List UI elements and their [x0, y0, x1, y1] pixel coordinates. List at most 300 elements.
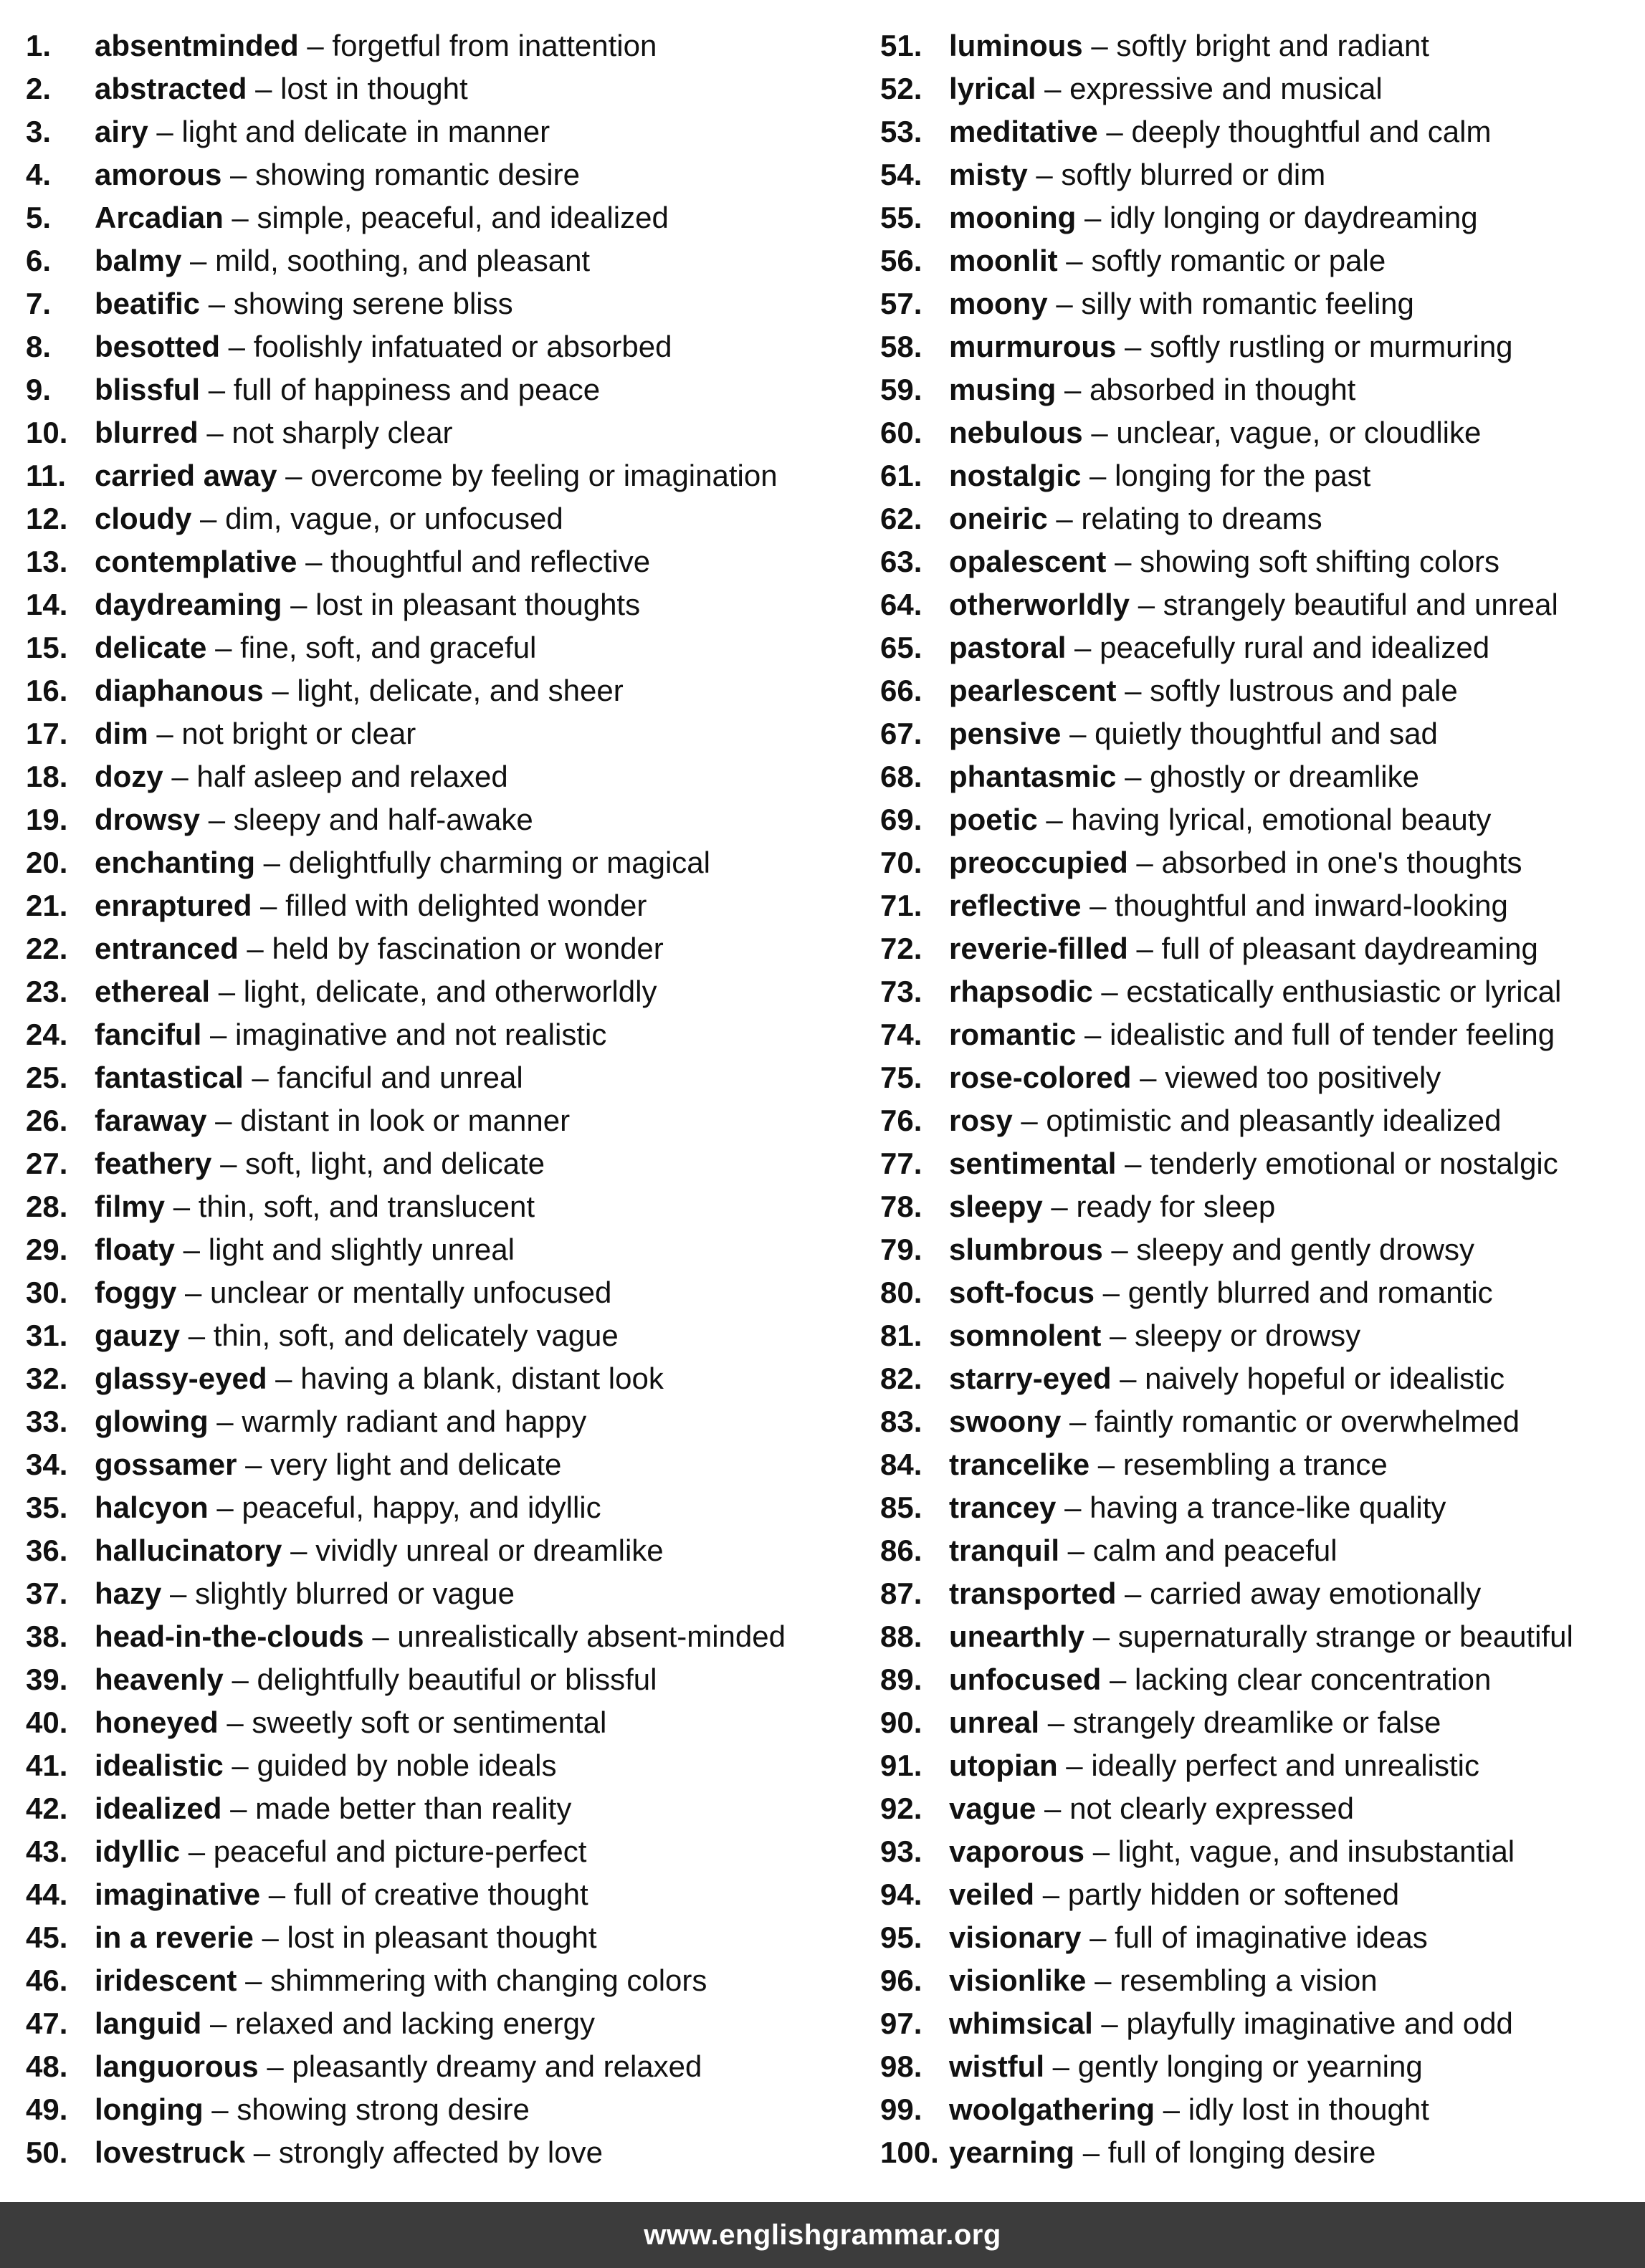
list-item	[26, 1185, 850, 1228]
item-number: 7.	[26, 287, 52, 320]
list-item	[880, 1486, 1645, 1529]
item-separator: –	[223, 1662, 257, 1696]
list-item	[26, 1615, 850, 1658]
list-item	[880, 368, 1645, 411]
item-word: romantic	[949, 1018, 1077, 1051]
list-item	[26, 927, 850, 970]
item-separator: –	[163, 760, 197, 793]
item-definition: relating to dreams	[1081, 502, 1322, 535]
item-separator: –	[1101, 1662, 1135, 1696]
list-item	[880, 1314, 1645, 1357]
item-number: 83.	[880, 1405, 922, 1438]
list-item	[880, 1056, 1645, 1099]
list-item	[26, 583, 850, 626]
list-item	[880, 282, 1645, 325]
item-definition: peaceful and picture-perfect	[213, 1834, 587, 1868]
item-number: 48.	[26, 2049, 68, 2083]
footer-url[interactable]: www.englishgrammar.org	[644, 2219, 1001, 2251]
item-definition: half asleep and relaxed	[196, 760, 508, 793]
item-word: wistful	[949, 2049, 1044, 2083]
item-definition: mild, soothing, and pleasant	[215, 244, 591, 277]
item-word: carried away	[95, 459, 277, 492]
item-word: idealistic	[95, 1748, 224, 1782]
item-definition: showing romantic desire	[255, 158, 580, 191]
item-definition: having a blank, distant look	[300, 1362, 664, 1395]
list-item	[26, 884, 850, 927]
item-number: 90.	[880, 1705, 922, 1739]
item-number: 32.	[26, 1362, 68, 1395]
item-word: unreal	[949, 1705, 1040, 1739]
item-separator: –	[1116, 760, 1150, 793]
item-definition: light, delicate, and sheer	[297, 674, 624, 707]
item-word: soft-focus	[949, 1276, 1095, 1309]
item-definition: having lyrical, emotional beauty	[1071, 803, 1492, 836]
item-word: idyllic	[95, 1834, 181, 1868]
item-word: beatific	[95, 287, 201, 320]
item-word: filmy	[95, 1190, 166, 1223]
item-definition: not clearly expressed	[1069, 1791, 1354, 1825]
item-number: 29.	[26, 1233, 68, 1266]
list-item	[26, 454, 850, 497]
item-definition: absorbed in thought	[1089, 373, 1356, 406]
item-number: 91.	[880, 1748, 922, 1782]
list-item	[880, 755, 1645, 798]
item-definition: not sharply clear	[232, 416, 453, 449]
item-definition: thin, soft, and translucent	[198, 1190, 535, 1223]
list-item	[880, 67, 1645, 110]
list-item	[880, 583, 1645, 626]
list-item	[880, 841, 1645, 884]
item-word: daydreaming	[95, 588, 282, 621]
list-item	[26, 1744, 850, 1787]
item-separator: –	[1047, 502, 1082, 535]
item-separator: –	[1061, 717, 1095, 750]
item-number: 60.	[880, 416, 922, 449]
item-word: languorous	[95, 2049, 259, 2083]
list-item	[880, 1099, 1645, 1142]
item-number: 70.	[880, 846, 922, 879]
item-word: longing	[95, 2092, 204, 2126]
item-word: halcyon	[95, 1491, 209, 1524]
item-separator: –	[1076, 1018, 1110, 1051]
list-item	[880, 1744, 1645, 1787]
item-word: murmurous	[949, 330, 1117, 363]
item-number: 49.	[26, 2092, 68, 2126]
list-item	[26, 239, 850, 282]
item-definition: overcome by feeling or imagination	[310, 459, 778, 492]
item-definition: filled with delighted wonder	[285, 889, 647, 922]
item-number: 51.	[880, 29, 922, 62]
item-separator: –	[161, 1576, 196, 1610]
item-word: imaginative	[95, 1877, 261, 1911]
item-separator: –	[201, 2006, 236, 2040]
list-item	[880, 325, 1645, 368]
item-word: visionary	[949, 1920, 1082, 1954]
item-separator: –	[180, 1834, 214, 1868]
item-word: feathery	[95, 1147, 212, 1180]
list-item	[880, 2131, 1645, 2174]
item-word: airy	[95, 115, 148, 148]
item-number: 21.	[26, 889, 68, 922]
item-word: whimsical	[949, 2006, 1093, 2040]
item-definition: naively hopeful or idealistic	[1145, 1362, 1505, 1395]
item-number: 92.	[880, 1791, 922, 1825]
item-definition: partly hidden or softened	[1067, 1877, 1400, 1911]
item-number: 2.	[26, 72, 52, 105]
item-number: 58.	[880, 330, 922, 363]
item-separator: –	[1042, 1190, 1077, 1223]
item-word: veiled	[949, 1877, 1035, 1911]
item-definition: supernaturally strange or beautiful	[1117, 1619, 1573, 1653]
item-definition: idly longing or daydreaming	[1110, 201, 1478, 234]
list-item	[26, 2002, 850, 2045]
list-item	[880, 712, 1645, 755]
list-item	[26, 669, 850, 712]
list-item	[26, 110, 850, 153]
item-separator: –	[211, 1147, 246, 1180]
item-number: 13.	[26, 545, 68, 578]
item-number: 36.	[26, 1533, 68, 1567]
list-item	[880, 669, 1645, 712]
item-separator: –	[181, 244, 216, 277]
item-number: 74.	[880, 1018, 922, 1051]
item-word: misty	[949, 158, 1028, 191]
item-word: utopian	[949, 1748, 1058, 1782]
list-item	[26, 1572, 850, 1615]
item-definition: lacking clear concentration	[1135, 1662, 1492, 1696]
list-item	[880, 1873, 1645, 1916]
item-number: 75.	[880, 1061, 922, 1094]
item-definition: imaginative and not realistic	[235, 1018, 607, 1051]
item-word: unearthly	[949, 1619, 1085, 1653]
item-number: 52.	[880, 72, 922, 105]
item-definition: lost in thought	[280, 72, 468, 105]
item-separator: –	[263, 674, 297, 707]
item-word: phantasmic	[949, 760, 1117, 793]
list-item	[26, 411, 850, 454]
item-number: 94.	[880, 1877, 922, 1911]
item-separator: –	[1131, 1061, 1165, 1094]
list-item	[880, 1830, 1645, 1873]
item-number: 84.	[880, 1448, 922, 1481]
item-separator: –	[1036, 1791, 1070, 1825]
item-definition: longing for the past	[1115, 459, 1371, 492]
item-word: enchanting	[95, 846, 256, 879]
item-definition: resembling a vision	[1120, 1963, 1378, 1997]
item-word: heavenly	[95, 1662, 224, 1696]
item-number: 86.	[880, 1533, 922, 1567]
item-word: lyrical	[949, 72, 1036, 105]
list-item	[26, 497, 850, 540]
list-item	[880, 1529, 1645, 1572]
item-separator: –	[1081, 1920, 1115, 1954]
item-definition: sleepy or drowsy	[1135, 1319, 1361, 1352]
item-word: sleepy	[949, 1190, 1043, 1223]
item-definition: quietly thoughtful and sad	[1095, 717, 1438, 750]
item-word: visionlike	[949, 1963, 1087, 1997]
item-word: glowing	[95, 1405, 209, 1438]
item-number: 88.	[880, 1619, 922, 1653]
item-number: 46.	[26, 1963, 68, 1997]
item-word: sentimental	[949, 1147, 1117, 1180]
item-definition: very light and delicate	[270, 1448, 562, 1481]
item-word: opalescent	[949, 545, 1107, 578]
item-separator: –	[1034, 1877, 1068, 1911]
item-separator: –	[176, 1276, 211, 1309]
list-item	[26, 2131, 850, 2174]
item-separator: –	[255, 846, 289, 879]
item-number: 73.	[880, 975, 922, 1008]
item-separator: –	[148, 717, 182, 750]
item-separator: –	[208, 1405, 242, 1438]
item-word: vaporous	[949, 1834, 1085, 1868]
item-definition: softly lustrous and pale	[1150, 674, 1458, 707]
item-separator: –	[298, 29, 333, 62]
item-definition: faintly romantic or overwhelmed	[1095, 1405, 1520, 1438]
item-definition: lost in pleasant thoughts	[315, 588, 641, 621]
item-number: 93.	[880, 1834, 922, 1868]
item-word: fantastical	[95, 1061, 244, 1094]
item-separator: –	[1081, 889, 1115, 922]
item-word: head-in-the-clouds	[95, 1619, 364, 1653]
item-definition: resembling a trance	[1122, 1448, 1388, 1481]
item-definition: showing serene bliss	[233, 287, 513, 320]
item-number: 11.	[26, 459, 67, 492]
item-word: cloudy	[95, 502, 192, 535]
list-item	[26, 1830, 850, 1873]
item-word: reverie-filled	[949, 932, 1128, 965]
item-number: 47.	[26, 2006, 68, 2040]
item-word: yearning	[949, 2135, 1075, 2169]
item-word: rhapsodic	[949, 975, 1093, 1008]
item-separator: –	[260, 1877, 294, 1911]
item-definition: foolishly infatuated or absorbed	[253, 330, 672, 363]
item-word: mooning	[949, 201, 1077, 234]
item-separator: –	[1074, 2135, 1108, 2169]
item-definition: held by fascination or wonder	[272, 932, 664, 965]
list-item	[880, 1701, 1645, 1744]
item-definition: calm and peaceful	[1092, 1533, 1338, 1567]
item-definition: absorbed in one's thoughts	[1161, 846, 1522, 879]
item-separator: –	[1116, 1576, 1150, 1610]
list-item	[26, 755, 850, 798]
item-definition: ready for sleep	[1076, 1190, 1276, 1223]
item-number: 63.	[880, 545, 922, 578]
item-definition: tenderly emotional or nostalgic	[1150, 1147, 1558, 1180]
item-definition: showing strong desire	[237, 2092, 530, 2126]
list-item	[26, 1529, 850, 1572]
item-word: pensive	[949, 717, 1062, 750]
list-item	[26, 1013, 850, 1056]
item-definition: strangely dreamlike or false	[1072, 1705, 1441, 1739]
item-separator: –	[200, 803, 234, 836]
item-definition: gently longing or yearning	[1077, 2049, 1423, 2083]
list-item	[880, 153, 1645, 196]
item-definition: full of longing desire	[1107, 2135, 1376, 2169]
item-separator: –	[363, 1619, 398, 1653]
item-word: dozy	[95, 760, 163, 793]
item-word: woolgathering	[949, 2092, 1155, 2126]
item-number: 6.	[26, 244, 52, 277]
item-number: 72.	[880, 932, 922, 965]
item-definition: idly lost in thought	[1188, 2092, 1429, 2126]
item-separator: –	[1084, 1834, 1118, 1868]
item-separator: –	[223, 201, 257, 234]
list-item	[26, 1658, 850, 1701]
item-number: 15.	[26, 631, 68, 664]
item-separator: –	[277, 459, 311, 492]
list-item	[880, 1400, 1645, 1443]
item-word: preoccupied	[949, 846, 1128, 879]
item-separator: –	[180, 1319, 214, 1352]
list-item	[26, 1916, 850, 1959]
item-separator: –	[1101, 1319, 1135, 1352]
item-number: 28.	[26, 1190, 68, 1223]
list-item	[880, 1787, 1645, 1830]
item-definition: fine, soft, and graceful	[240, 631, 537, 664]
item-word: hazy	[95, 1576, 162, 1610]
item-number: 12.	[26, 502, 68, 535]
list-item	[26, 1873, 850, 1916]
item-separator: –	[1057, 1748, 1092, 1782]
list-item	[26, 1701, 850, 1744]
list-item	[26, 1056, 850, 1099]
item-word: hallucinatory	[95, 1533, 282, 1567]
item-separator: –	[1086, 1963, 1120, 1997]
item-word: amorous	[95, 158, 222, 191]
item-word: pearlescent	[949, 674, 1117, 707]
item-number: 96.	[880, 1963, 922, 1997]
item-word: gauzy	[95, 1319, 181, 1352]
item-word: musing	[949, 373, 1057, 406]
item-number: 77.	[880, 1147, 922, 1180]
list-item	[26, 325, 850, 368]
item-separator: –	[1066, 631, 1100, 664]
item-definition: silly with romantic feeling	[1081, 287, 1414, 320]
item-definition: light, vague, and insubstantial	[1117, 1834, 1515, 1868]
item-definition: peaceful, happy, and idyllic	[242, 1491, 601, 1524]
item-number: 31.	[26, 1319, 68, 1352]
item-separator: –	[200, 287, 234, 320]
item-definition: unclear or mentally unfocused	[210, 1276, 612, 1309]
list-item	[880, 2088, 1645, 2131]
item-number: 85.	[880, 1491, 922, 1524]
item-number: 80.	[880, 1276, 922, 1309]
item-definition: dim, vague, or unfocused	[225, 502, 563, 535]
list-item	[880, 24, 1645, 67]
item-separator: –	[221, 1791, 256, 1825]
item-separator: –	[1116, 330, 1150, 363]
item-separator: –	[206, 1104, 241, 1137]
list-item	[26, 1787, 850, 1830]
item-definition: having a trance-like quality	[1089, 1491, 1446, 1524]
item-number: 71.	[880, 889, 922, 922]
item-number: 1.	[26, 29, 52, 62]
list-item	[26, 1486, 850, 1529]
item-separator: –	[252, 889, 286, 922]
item-definition: not bright or clear	[181, 717, 416, 750]
item-separator: –	[220, 330, 254, 363]
item-number: 18.	[26, 760, 68, 793]
item-separator: –	[1082, 29, 1117, 62]
item-number: 3.	[26, 115, 52, 148]
item-word: iridescent	[95, 1963, 237, 1997]
item-separator: –	[1084, 1619, 1118, 1653]
item-definition: full of imaginative ideas	[1115, 1920, 1428, 1954]
item-number: 23.	[26, 975, 68, 1008]
item-number: 33.	[26, 1405, 68, 1438]
item-definition: simple, peaceful, and idealized	[257, 201, 669, 234]
item-definition: slightly blurred or vague	[195, 1576, 515, 1610]
item-word: faraway	[95, 1104, 207, 1137]
item-separator: –	[1057, 244, 1092, 277]
list-item	[880, 798, 1645, 841]
item-separator: –	[1082, 416, 1117, 449]
item-definition: thoughtful and reflective	[330, 545, 651, 578]
item-separator: –	[201, 1018, 236, 1051]
item-separator: –	[1044, 2049, 1078, 2083]
item-separator: –	[1012, 1104, 1046, 1137]
list-item	[880, 1013, 1645, 1056]
item-separator: –	[258, 2049, 292, 2083]
item-definition: distant in look or manner	[240, 1104, 571, 1137]
item-word: nostalgic	[949, 459, 1082, 492]
item-definition: relaxed and lacking energy	[235, 2006, 596, 2040]
item-word: diaphanous	[95, 674, 264, 707]
item-definition: sweetly soft or sentimental	[252, 1705, 607, 1739]
item-definition: sleepy and gently drowsy	[1136, 1233, 1475, 1266]
item-number: 43.	[26, 1834, 68, 1868]
list-item	[880, 1142, 1645, 1185]
list-item	[26, 540, 850, 583]
list-item	[880, 497, 1645, 540]
list-item	[880, 1228, 1645, 1271]
item-separator: –	[208, 1491, 242, 1524]
item-number: 55.	[880, 201, 922, 234]
item-definition: unclear, vague, or cloudlike	[1116, 416, 1482, 449]
item-definition: light and slightly unreal	[208, 1233, 515, 1266]
item-number: 57.	[880, 287, 922, 320]
item-separator: –	[1111, 1362, 1145, 1395]
list-item	[880, 2045, 1645, 2088]
item-word: in a reverie	[95, 1920, 254, 1954]
item-word: trancelike	[949, 1448, 1090, 1481]
item-number: 69.	[880, 803, 922, 836]
item-word: gossamer	[95, 1448, 237, 1481]
item-word: transported	[949, 1576, 1117, 1610]
item-number: 100.	[880, 2135, 939, 2169]
item-number: 19.	[26, 803, 68, 836]
item-definition: thin, soft, and delicately vague	[213, 1319, 619, 1352]
item-definition: delightfully beautiful or blissful	[257, 1662, 657, 1696]
item-number: 56.	[880, 244, 922, 277]
item-word: honeyed	[95, 1705, 219, 1739]
item-separator: –	[1097, 115, 1132, 148]
item-separator: –	[1089, 1448, 1123, 1481]
item-separator: –	[1127, 846, 1162, 879]
item-word: Arcadian	[95, 201, 224, 234]
item-number: 45.	[26, 1920, 68, 1954]
item-word: trancey	[949, 1491, 1057, 1524]
list-item	[26, 970, 850, 1013]
item-word: nebulous	[949, 416, 1083, 449]
item-definition: full of pleasant daydreaming	[1161, 932, 1538, 965]
item-number: 78.	[880, 1190, 922, 1223]
list-item	[880, 884, 1645, 927]
item-definition: sleepy and half-awake	[233, 803, 533, 836]
footer-bar	[0, 2202, 1645, 2268]
item-word: oneiric	[949, 502, 1048, 535]
